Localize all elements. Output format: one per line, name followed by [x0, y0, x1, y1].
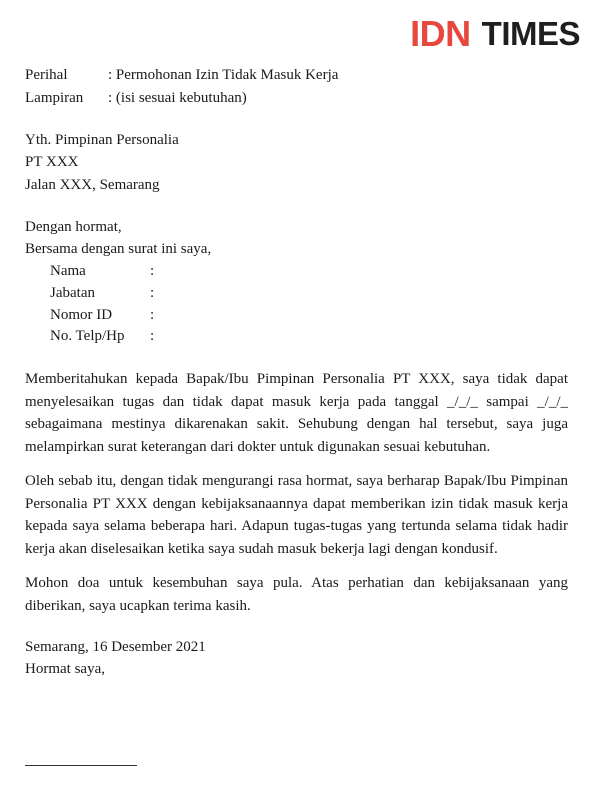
recipient-line-3: Jalan XXX, Semarang: [25, 177, 160, 193]
place-date: Semarang, 16 Desember 2021: [25, 639, 206, 655]
field-label-jabatan: Jabatan: [50, 285, 95, 301]
idn-times-logo: [410, 14, 580, 54]
field-colon-telp: :: [150, 328, 155, 344]
body-paragraph-2: Oleh sebab itu, dengan tidak mengurangi rasa hormat, saya berharap Bapak/Ibu Pimpinan Personalia PT XXX dengan kebijaksanaannya dapat memberikan izin tidak masuk kerja kepada saya selama beberapa hari. Adapun tugas-tugas yang tertunda selama tidak hadir kerja akan diselesaikan ketika saya sudah masuk bekerja lagi dengan kondusif.: [25, 473, 568, 557]
recipient-line-2: PT XXX: [25, 154, 79, 170]
field-colon-jabatan: :: [150, 285, 155, 301]
lampiran-value: : (isi sesuai kebutuhan): [108, 90, 247, 106]
perihal-label: Perihal: [25, 67, 68, 83]
field-label-nama: Nama: [50, 263, 86, 279]
field-colon-nomor-id: :: [150, 307, 155, 323]
field-label-nomor-id: Nomor ID: [50, 307, 113, 323]
logo-times-text: TIMES: [481, 15, 580, 52]
field-label-telp: No. Telp/Hp: [50, 328, 125, 344]
body-paragraph-3: Mohon doa untuk kesembuhan saya pula. Atas perhatian dan kebijaksanaan yang diberikan, saya ucapkan terima kasih.: [25, 575, 568, 614]
greeting: Dengan hormat,: [25, 219, 122, 235]
field-colon-nama: :: [150, 263, 155, 279]
lampiran-label: Lampiran: [25, 90, 84, 106]
recipient-line-1: Yth. Pimpinan Personalia: [25, 132, 179, 148]
signature-line: [25, 765, 137, 766]
intro-line: Bersama dengan surat ini saya,: [25, 241, 212, 257]
body-paragraph-1: Memberitahukan kepada Bapak/Ibu Pimpinan Personalia PT XXX, saya tidak dapat menyelesaikan tugas dan tidak dapat masuk kerja pada tanggal _/_/_ sampai _/_/_ sebagaimana mestinya dikarenakan sakit. Sehubung dengan hal tersebut, saya juga melampirkan surat keterangan dari dokter untuk digunakan sesuai kebutuhan.: [25, 371, 568, 455]
perihal-value: : Permohonan Izin Tidak Masuk Kerja: [108, 67, 339, 83]
closing-regards: Hormat saya,: [25, 661, 105, 677]
logo-idn-text: IDN: [410, 13, 471, 54]
